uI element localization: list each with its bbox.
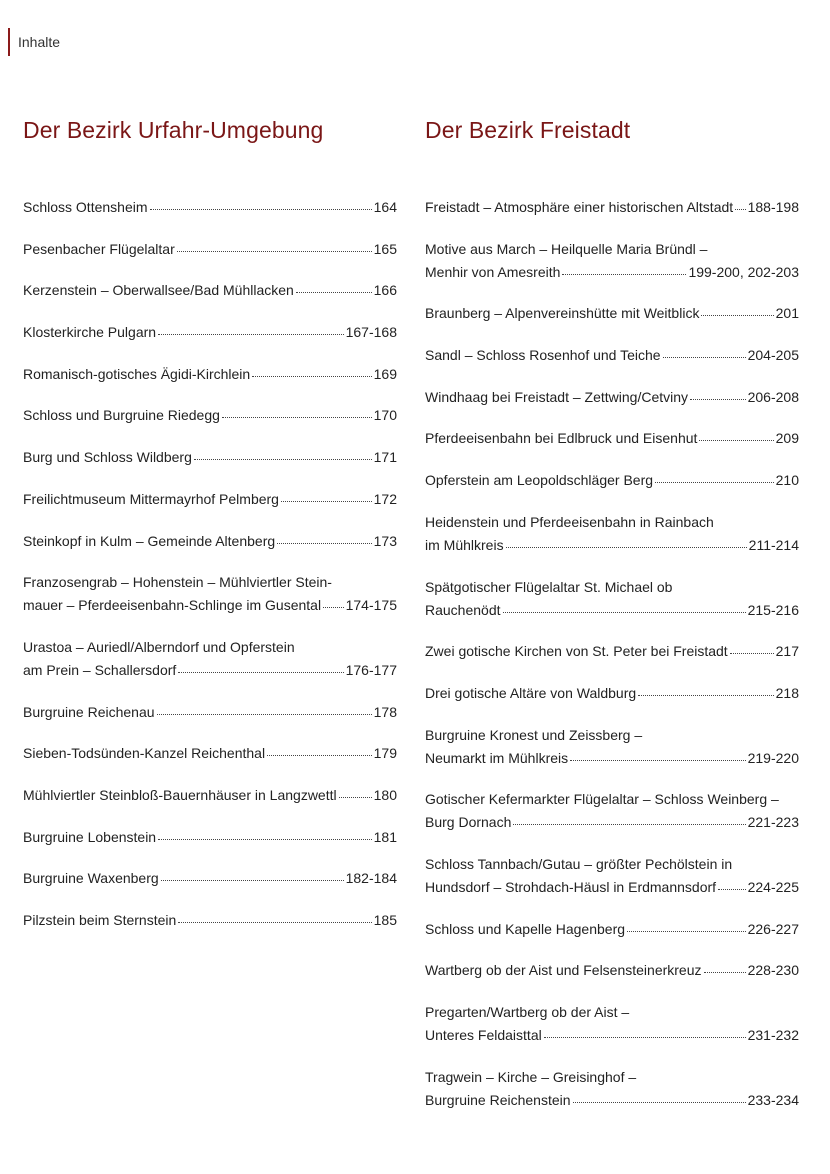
page-number: 217 [775,643,799,660]
entry-title: Schloss und Burgruine Riedegg [23,407,220,424]
page-number: 204-205 [747,347,799,364]
entry-title: mauer – Pferdeeisenbahn-Schlinge im Gusental [23,597,322,614]
page-number: 210 [775,472,799,489]
page-number: 224-225 [747,878,799,895]
toc-entry[interactable] [425,238,799,284]
page-number: 221-223 [747,814,799,831]
entry-title: Braunberg – Alpenvereinshütte mit Weitblick [425,305,700,322]
dot-leader [158,839,372,840]
toc-entry[interactable] [23,742,397,765]
dot-leader [544,1037,746,1038]
dot-leader [513,824,745,825]
entry-title: Burg und Schloss Wildberg [23,449,192,466]
toc-entry[interactable] [23,321,397,344]
dot-leader [638,695,773,696]
toc-entry[interactable] [23,530,397,553]
dot-leader [573,1102,746,1103]
toc-entry[interactable] [425,640,799,663]
entry-title: Sandl – Schloss Rosenhof und Teiche [425,347,661,364]
toc-entry[interactable] [23,867,397,890]
toc-entry[interactable] [23,636,397,682]
dot-leader [562,274,686,275]
page-number: 211-214 [748,536,799,553]
toc-entry[interactable] [425,918,799,941]
entry-title-line: Franzosengrab – Hohenstein – Mühlviertler Stein- [23,574,332,591]
entry-title: Windhaag bei Freistadt – Zettwing/Cetviny [425,388,689,405]
dot-leader [690,399,746,400]
page-number: 219-220 [747,749,799,766]
toc-entry[interactable] [425,959,799,982]
column-freistadt [425,0,799,1174]
dot-leader [323,607,344,608]
entry-title: Zwei gotische Kirchen von St. Peter bei Freistadt [425,643,728,660]
toc-entry[interactable] [425,682,799,705]
toc-entry[interactable] [23,238,397,261]
toc-entry[interactable] [425,386,799,409]
dot-leader [178,922,371,923]
entry-title-line: Spätgotischer Flügelaltar St. Michael ob [425,578,673,595]
entry-title: Burgruine Waxenberg [23,870,159,887]
toc-entry[interactable] [23,279,397,302]
toc-entry[interactable] [23,363,397,386]
entry-title: Freilichtmuseum Mittermayrhof Pelmberg [23,490,279,507]
entry-title: Rauchenödt [425,601,501,618]
toc-entry[interactable] [425,196,799,219]
toc-entry[interactable] [23,196,397,219]
toc-entry[interactable] [425,302,799,325]
entry-title: im Mühlkreis [425,536,504,553]
dot-leader [252,376,371,377]
toc-entry[interactable] [23,784,397,807]
column-title: Der Bezirk Urfahr-Umgebung [23,117,324,143]
toc-entry[interactable] [425,1001,799,1047]
page-number: 180 [373,786,397,803]
page-number: 173 [373,532,397,549]
toc-entry[interactable] [425,427,799,450]
page-number: 215-216 [747,601,799,618]
entry-title: Burgruine Reichenstein [425,1091,571,1108]
page-number: 228-230 [747,962,799,979]
toc-entry[interactable] [425,1066,799,1112]
dot-leader [627,931,746,932]
dot-leader [655,482,774,483]
page-number: 226-227 [747,920,799,937]
entry-title: Menhir von Amesreith [425,263,561,280]
entry-title-line: Pregarten/Wartberg ob der Aist – [425,1004,630,1020]
toc-entry[interactable] [23,826,397,849]
entry-title: Romanisch-gotisches Ägidi-Kirchlein [23,365,251,382]
dot-leader [161,880,344,881]
page-number: 178 [373,703,397,720]
entry-title: Pilzstein beim Sternstein [23,912,177,928]
entry-title: Drei gotische Altäre von Waldburg [425,684,637,701]
entry-title-line: Tragwein – Kirche – Greisinghof – [425,1068,637,1085]
dot-leader [178,672,343,673]
entry-title: Neumarkt im Mühlkreis [425,749,569,766]
toc-list [23,196,397,951]
entry-title: Mühlviertler Steinbloß-Bauernhäuser in Langzwettl [23,786,337,803]
entry-title: Opferstein am Leopoldschläger Berg [425,472,654,489]
section-label: Inhalte [18,34,61,50]
page-number: 185 [373,912,397,928]
page-number: 179 [373,745,397,762]
dot-leader [704,972,746,973]
page-number: 165 [373,240,397,257]
page-number: 231-232 [747,1027,799,1043]
page-number: 182-184 [345,870,397,887]
toc-list [425,196,799,1130]
page-number: 172 [373,490,397,507]
entry-title: Kerzenstein – Oberwallsee/Bad Mühllacken [23,282,294,299]
page-number: 174-175 [345,597,397,614]
toc-entry[interactable] [425,724,799,770]
dot-leader [158,334,344,335]
dot-leader [177,251,372,252]
entry-title: Pesenbacher Flügelaltar [23,240,175,257]
header-accent-bar [8,28,10,56]
dot-leader [718,889,746,890]
entry-title: Unteres Feldaisttal [425,1027,542,1043]
dot-leader [735,209,745,210]
page-number: 201 [775,305,799,322]
toc-entry[interactable] [23,909,397,932]
dot-leader [339,797,372,798]
dot-leader [570,760,745,761]
toc-entry[interactable] [23,446,397,469]
entry-title-line: Gotischer Kefermarkter Flügelaltar – Schloss Weinberg – [425,791,779,808]
dot-leader [699,440,773,441]
entry-title: Klosterkirche Pulgarn [23,324,157,341]
toc-entry[interactable] [425,788,799,834]
entry-title-line: Schloss Tannbach/Gutau – größter Pechölstein in [425,855,733,872]
toc-entry[interactable] [425,344,799,367]
entry-title: Wartberg ob der Aist und Felsensteinerkreuz [425,962,702,979]
toc-entry[interactable] [23,571,397,617]
page-number: 164 [373,199,397,215]
page-number: 188-198 [747,199,799,215]
entry-title: Steinkopf in Kulm – Gemeinde Altenberg [23,532,276,549]
toc-entry[interactable] [23,488,397,511]
page-number: 169 [373,365,397,382]
dot-leader [194,459,372,460]
page-number: 209 [775,430,799,447]
entry-title: Burg Dornach [425,814,512,831]
column-title: Der Bezirk Freistadt [425,117,631,143]
entry-title-line: Urastoa – Auriedl/Alberndorf und Opferstein [23,638,295,655]
entry-title: Freistadt – Atmosphäre einer historischen Altstadt [425,199,734,215]
dot-leader [730,653,774,654]
toc-entry[interactable] [425,576,799,622]
dot-leader [222,417,372,418]
dot-leader [157,714,372,715]
dot-leader [701,315,773,316]
toc-entry[interactable] [23,701,397,724]
page-number: 218 [775,684,799,701]
entry-title: Schloss Ottensheim [23,199,148,215]
toc-entry[interactable] [23,404,397,427]
page-number: 167-168 [345,324,397,341]
toc-entry[interactable] [425,469,799,492]
dot-leader [277,543,371,544]
dot-leader [267,755,372,756]
page-number: 199-200, 202-203 [688,263,799,280]
entry-title: Burgruine Lobenstein [23,828,157,845]
dot-leader [281,501,372,502]
entry-title-line: Motive aus March – Heilquelle Maria Bründl – [425,240,708,257]
dot-leader [296,292,372,293]
entry-title: Hundsdorf – Strohdach-Häusl in Erdmannsdorf [425,878,717,895]
entry-title: Schloss und Kapelle Hagenberg [425,920,626,937]
dot-leader [150,209,372,210]
dot-leader [663,357,746,358]
page-number: 181 [373,828,397,845]
page-number: 206-208 [747,388,799,405]
page-number: 166 [373,282,397,299]
dot-leader [503,612,746,613]
entry-title: Sieben-Todsünden-Kanzel Reichenthal [23,745,266,762]
page-number: 171 [373,449,397,466]
entry-title: Pferdeeisenbahn bei Edlbruck und Eisenhut [425,430,698,447]
page-number: 170 [373,407,397,424]
entry-title-line: Heidenstein und Pferdeeisenbahn in Rainbach [425,513,714,530]
page-number: 233-234 [747,1091,799,1108]
column-urfahr-umgebung [23,0,397,1174]
entry-title: Burgruine Reichenau [23,703,155,720]
entry-title-line: Burgruine Kronest und Zeissberg – [425,726,643,743]
toc-entry[interactable] [425,853,799,899]
toc-entry[interactable] [425,511,799,557]
entry-title: am Prein – Schallersdorf [23,661,177,678]
dot-leader [506,547,747,548]
page-number: 176-177 [345,661,397,678]
